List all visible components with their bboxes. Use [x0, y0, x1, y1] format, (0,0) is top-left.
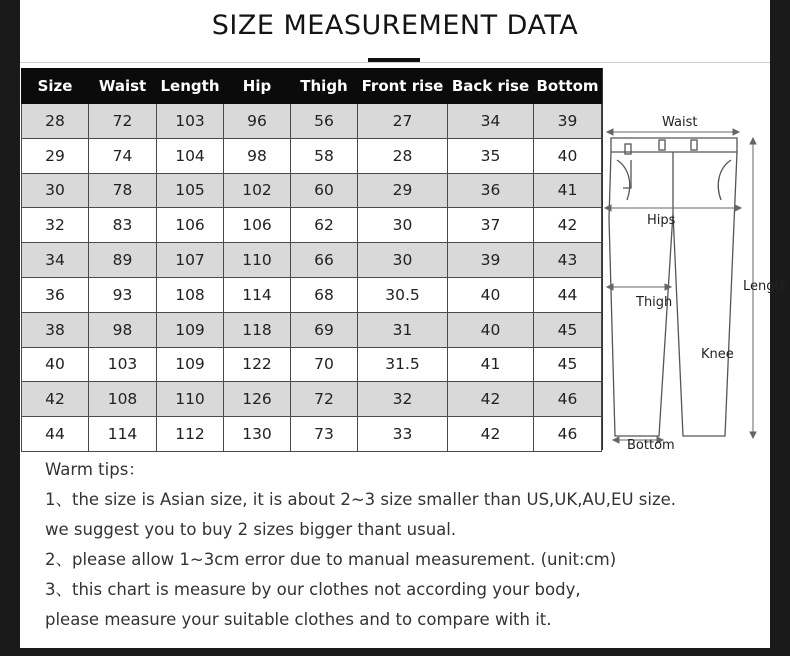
table-cell: 70: [291, 347, 358, 382]
tip-line: 2、please allow 1~3cm error due to manual measurement. (unit:cm): [45, 550, 617, 569]
table-cell: 104: [157, 138, 224, 173]
table-cell: 41: [448, 347, 534, 382]
table-row: [22, 382, 602, 417]
label-knee: Knee: [701, 347, 734, 362]
label-hips: Hips: [647, 213, 676, 228]
table-cell: 34: [22, 243, 89, 278]
table-cell: 32: [22, 208, 89, 243]
table-cell: 37: [448, 208, 534, 243]
table-cell: 83: [89, 208, 157, 243]
table-cell: 110: [224, 243, 291, 278]
table-cell: 126: [224, 382, 291, 417]
label-length: Length: [743, 279, 788, 294]
table-row: [22, 138, 602, 173]
table-cell: 96: [224, 104, 291, 139]
table-cell: 93: [89, 277, 157, 312]
table-cell: 45: [534, 347, 602, 382]
table-cell: 98: [89, 312, 157, 347]
table-cell: 29: [22, 138, 89, 173]
table-row: [22, 243, 602, 278]
table-cell: 122: [224, 347, 291, 382]
table-cell: 40: [448, 277, 534, 312]
table-cell: 60: [291, 173, 358, 208]
table-cell: 31.5: [358, 347, 448, 382]
table-cell: 110: [157, 382, 224, 417]
table-cell: 109: [157, 347, 224, 382]
table-row: [22, 417, 602, 452]
table-cell: 68: [291, 277, 358, 312]
tip-line: we suggest you to buy 2 sizes bigger thant usual.: [45, 520, 457, 539]
table-cell: 42: [448, 417, 534, 452]
table-cell: 66: [291, 243, 358, 278]
header-bottom: Bottom: [534, 69, 602, 104]
pants-diagram: [602, 68, 788, 453]
table-cell: 40: [448, 312, 534, 347]
table-cell: 29: [358, 173, 448, 208]
table-cell: 46: [534, 417, 602, 452]
table-cell: 114: [89, 417, 157, 452]
table-cell: 42: [534, 208, 602, 243]
table-cell: 39: [534, 104, 602, 139]
table-cell: 102: [224, 173, 291, 208]
header-waist: Waist: [89, 69, 157, 104]
table-cell: 114: [224, 277, 291, 312]
table-cell: 28: [358, 138, 448, 173]
table-cell: 42: [448, 382, 534, 417]
table-row: [22, 104, 602, 139]
table-cell: 107: [157, 243, 224, 278]
table-body: [22, 104, 602, 452]
table-cell: 43: [534, 243, 602, 278]
table-cell: 30: [22, 173, 89, 208]
table-cell: 30: [358, 208, 448, 243]
table-cell: 27: [358, 104, 448, 139]
label-bottom: Bottom: [627, 438, 675, 453]
table-cell: 39: [448, 243, 534, 278]
warm-tips: [45, 455, 765, 635]
table-cell: 31: [358, 312, 448, 347]
tip-line: 3、this chart is measure by our clothes not according your body,: [45, 580, 581, 599]
table-header-row: [22, 69, 602, 104]
table-cell: 109: [157, 312, 224, 347]
table-cell: 89: [89, 243, 157, 278]
table-cell: 40: [22, 347, 89, 382]
table-cell: 74: [89, 138, 157, 173]
table-cell: 105: [157, 173, 224, 208]
table-cell: 28: [22, 104, 89, 139]
table-cell: 78: [89, 173, 157, 208]
table-cell: 73: [291, 417, 358, 452]
tip-line: 1、the size is Asian size, it is about 2~3 size smaller than US,UK,AU,EU size.: [45, 490, 677, 509]
table-cell: 62: [291, 208, 358, 243]
table-cell: 72: [291, 382, 358, 417]
table-row: [22, 347, 602, 382]
table-row: [22, 173, 602, 208]
table-cell: 32: [358, 382, 448, 417]
label-thigh: Thigh: [636, 295, 673, 310]
header-hip: Hip: [224, 69, 291, 104]
label-waist: Waist: [662, 115, 698, 130]
table-cell: 130: [224, 417, 291, 452]
table-cell: 103: [157, 104, 224, 139]
table-cell: 58: [291, 138, 358, 173]
table-row: [22, 208, 602, 243]
header-length: Length: [157, 69, 224, 104]
table-cell: 30: [358, 243, 448, 278]
table-cell: 56: [291, 104, 358, 139]
table-cell: 40: [534, 138, 602, 173]
table-cell: 42: [22, 382, 89, 417]
header-back-rise: Back rise: [448, 69, 534, 104]
tips-heading: Warm tips：: [45, 460, 145, 479]
table-cell: 69: [291, 312, 358, 347]
table-cell: 38: [22, 312, 89, 347]
table-cell: 33: [358, 417, 448, 452]
header-size: Size: [22, 69, 89, 104]
table-cell: 46: [534, 382, 602, 417]
size-chart-page: [20, 0, 788, 648]
table-cell: 44: [534, 277, 602, 312]
table-cell: 45: [534, 312, 602, 347]
table-cell: 30.5: [358, 277, 448, 312]
tip-line: please measure your suitable clothes and to compare with it.: [45, 610, 552, 629]
table-cell: 103: [89, 347, 157, 382]
header-thigh: Thigh: [291, 69, 358, 104]
table-cell: 44: [22, 417, 89, 452]
table-cell: 106: [157, 208, 224, 243]
table-cell: 36: [22, 277, 89, 312]
table-cell: 98: [224, 138, 291, 173]
table-cell: 34: [448, 104, 534, 139]
table-cell: 112: [157, 417, 224, 452]
table-cell: 36: [448, 173, 534, 208]
size-table: [21, 68, 602, 452]
pants-illustration: [603, 68, 788, 453]
page-title: SIZE MEASUREMENT DATA: [211, 10, 579, 41]
table-cell: 72: [89, 104, 157, 139]
table-row: [22, 312, 602, 347]
table-cell: 41: [534, 173, 602, 208]
table-row: [22, 277, 602, 312]
table-cell: 35: [448, 138, 534, 173]
table-cell: 108: [157, 277, 224, 312]
thigh-arrow: [607, 284, 671, 290]
table-cell: 108: [89, 382, 157, 417]
table-cell: 106: [224, 208, 291, 243]
header-front-rise: Front rise: [358, 69, 448, 104]
table-cell: 118: [224, 312, 291, 347]
title-divider: [20, 62, 770, 63]
